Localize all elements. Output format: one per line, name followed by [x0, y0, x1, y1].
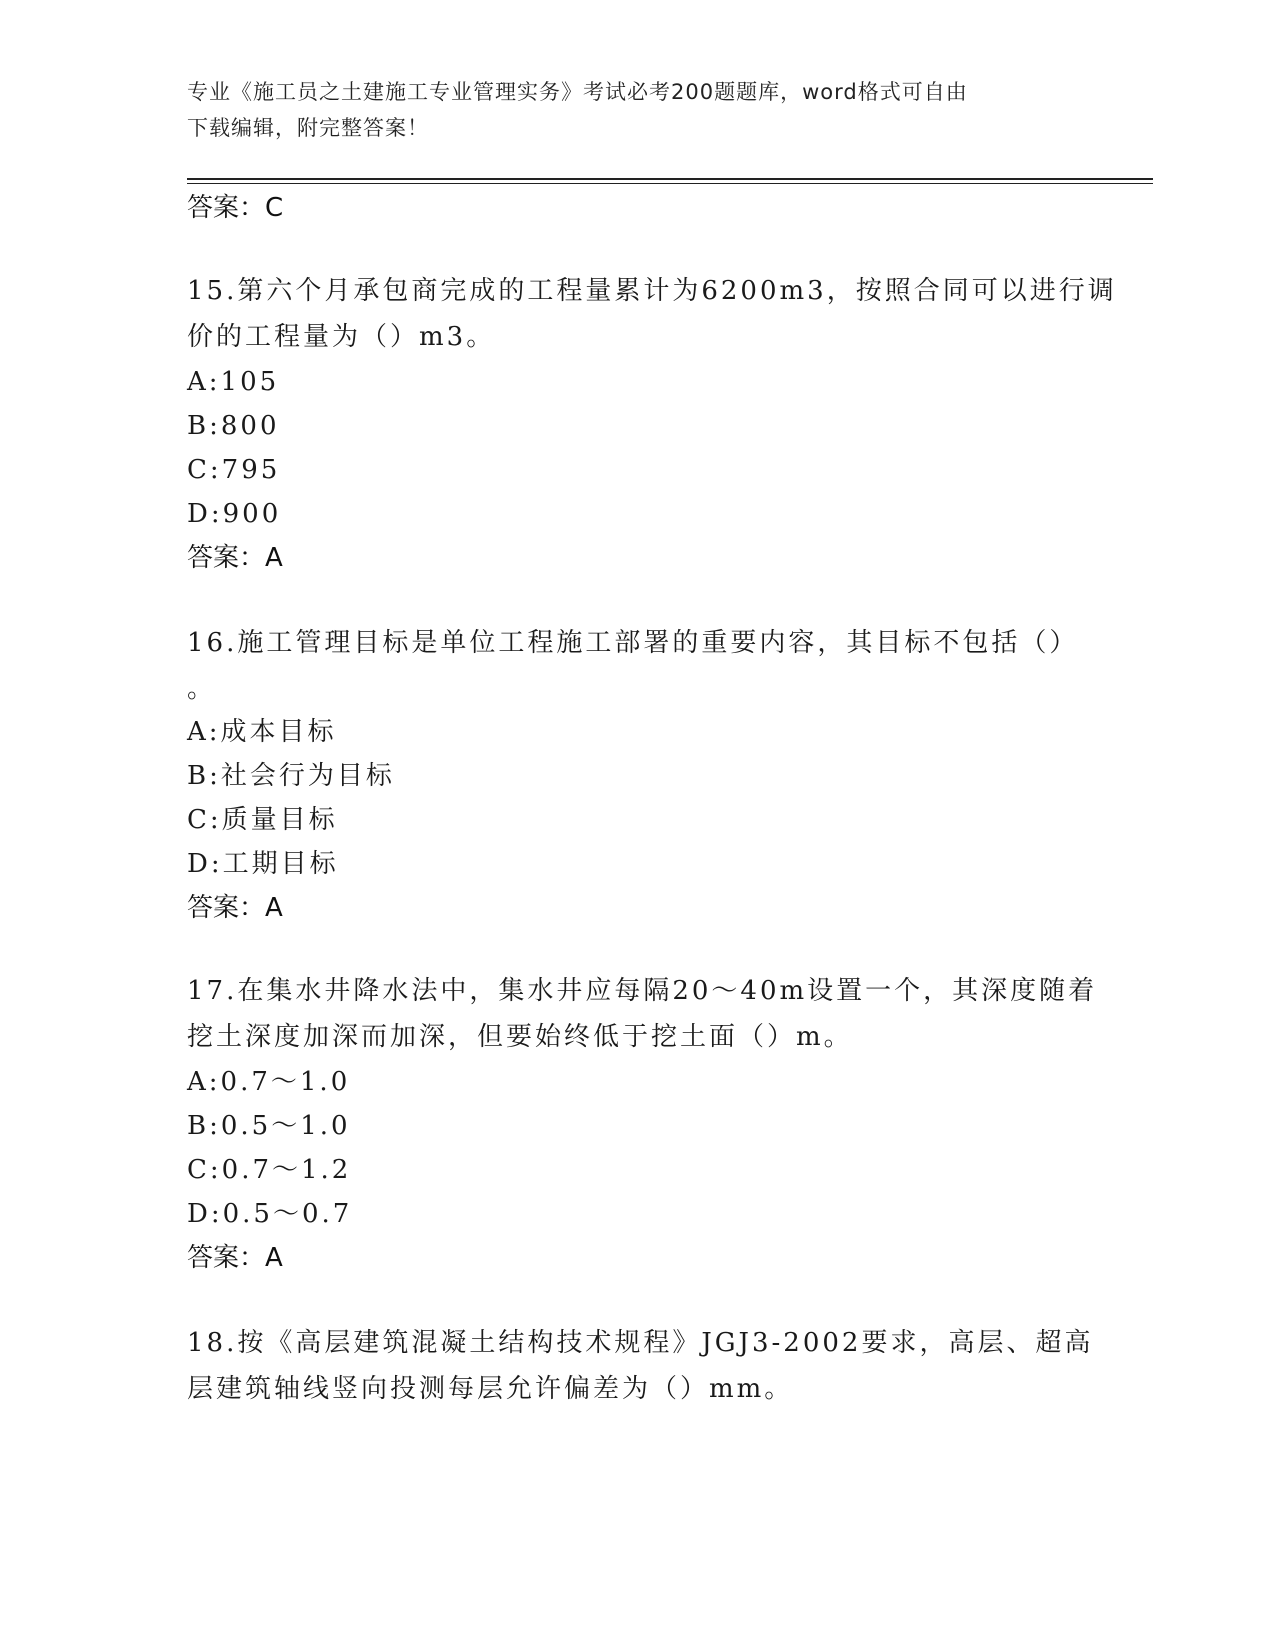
question-15-line-1: 15.第六个月承包商完成的工程量累计为6200m3，按照合同可以进行调	[187, 276, 1117, 306]
question-16-option-c: C:质量目标	[187, 805, 338, 835]
question-15-option-c: C:795	[187, 455, 281, 485]
question-15-option-a: A:105	[187, 367, 280, 397]
question-16-line-1: 16.施工管理目标是单位工程施工部署的重要内容，其目标不包括（）	[187, 628, 1079, 658]
question-17-line-1: 17.在集水井降水法中，集水井应每隔20～40m设置一个，其深度随着	[187, 976, 1098, 1006]
question-16	[187, 620, 1087, 712]
question-17-option-b: B:0.5～1.0	[187, 1111, 351, 1141]
question-18-line-2: 层建筑轴线竖向投测每层允许偏差为（）mm。	[187, 1374, 794, 1404]
header-line-2: 下载编辑，附完整答案！	[187, 116, 429, 140]
question-15-line-2: 价的工程量为（）m3。	[187, 322, 496, 352]
question-15-answer: 答案：A	[187, 543, 283, 573]
question-16-line-2: 。	[187, 674, 217, 704]
header-line-1: 专业《施工员之土建施工专业管理实务》考试必考200题题库，word格式可自由	[187, 80, 968, 104]
question-18	[187, 1320, 1094, 1412]
header-divider-thick	[187, 178, 1153, 180]
question-16-option-b: B:社会行为目标	[187, 761, 395, 791]
question-16-option-a: A:成本目标	[187, 717, 337, 747]
question-17-answer: 答案：A	[187, 1243, 283, 1273]
question-17-line-2: 挖土深度加深而加深，但要始终低于挖土面（）m。	[187, 1022, 853, 1052]
header-divider-thin	[187, 183, 1153, 184]
document-header	[187, 74, 1067, 146]
question-17-option-c: C:0.7～1.2	[187, 1155, 352, 1185]
question-17-option-a: A:0.7～1.0	[187, 1067, 351, 1097]
question-15-option-b: B:800	[187, 411, 280, 441]
question-18-line-1: 18.按《高层建筑混凝土结构技术规程》JGJ3-2002要求，高层、超高	[187, 1328, 1094, 1358]
question-16-answer: 答案：A	[187, 893, 283, 923]
question-15-option-d: D:900	[187, 499, 282, 529]
question-17	[187, 968, 1098, 1060]
question-15	[187, 268, 1117, 360]
question-17-option-d: D:0.5～0.7	[187, 1199, 353, 1229]
question-16-option-d: D:工期目标	[187, 849, 339, 879]
previous-answer: 答案：C	[187, 193, 284, 223]
